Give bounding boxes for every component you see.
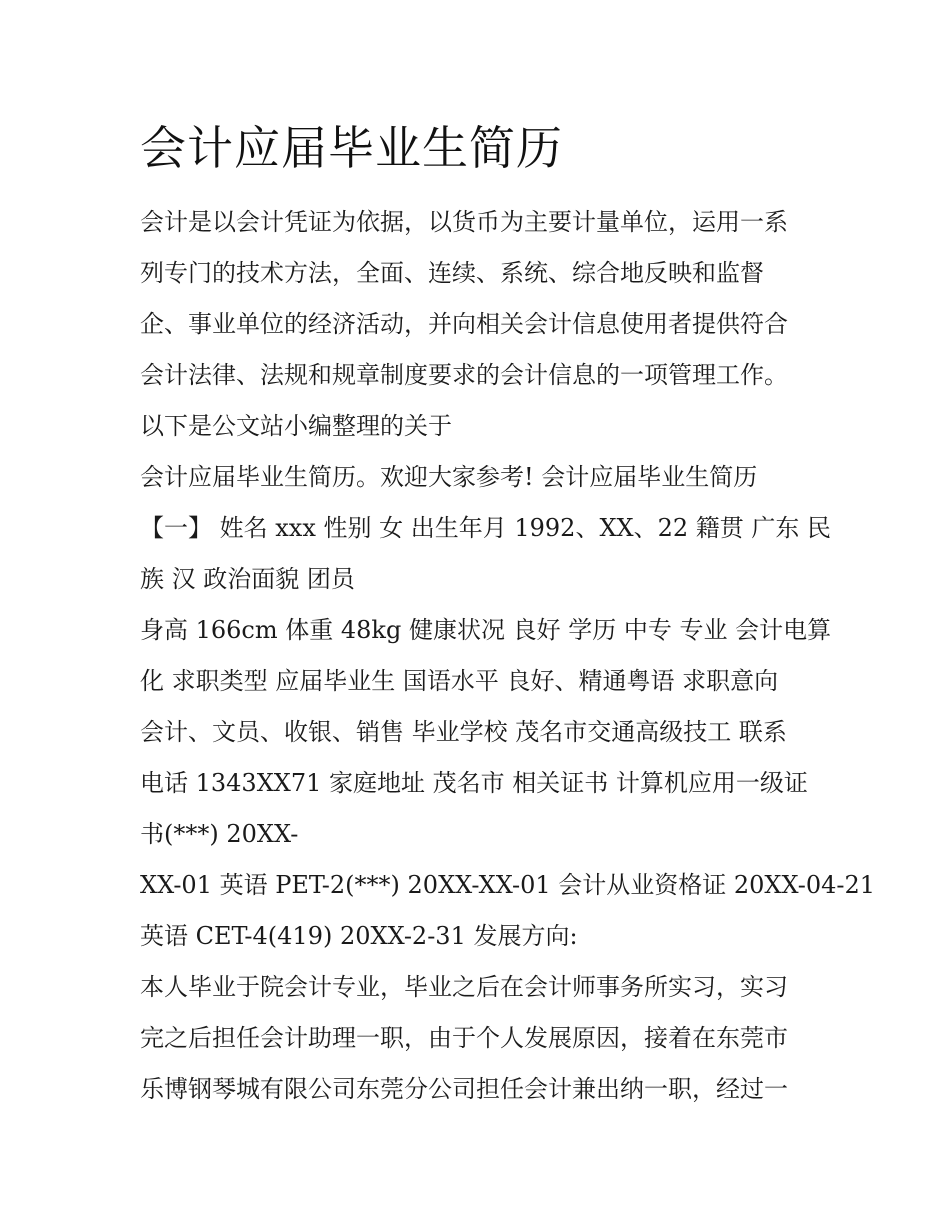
- body-line-14: XX-01 英语 PET-2(***) 20XX-XX-01 会计从业资格证 20XX-04-21: [140, 871, 876, 899]
- body-line-6: 会计应届毕业生简历。欢迎大家参考! 会计应届毕业生简历: [140, 463, 758, 491]
- body-line-5: 以下是公文站小编整理的关于: [140, 412, 452, 440]
- page-title: 会计应届毕业生简历: [140, 121, 563, 175]
- body-line-2: 列专门的技术方法，全面、连续、系统、综合地反映和监督: [140, 259, 764, 287]
- body-line-8: 族 汉 政治面貌 团员: [140, 565, 355, 593]
- body-line-15: 英语 CET-4(419) 20XX-2-31 发展方向:: [140, 922, 578, 950]
- body-line-16: 本人毕业于院会计专业，毕业之后在会计师事务所实习，实习: [140, 973, 788, 1001]
- body-line-1: 会计是以会计凭证为依据，以货币为主要计量单位，运用一系: [140, 208, 788, 236]
- body-line-12: 电话 1343XX71 家庭地址 茂名市 相关证书 计算机应用一级证: [140, 769, 808, 797]
- body-line-3: 企、事业单位的经济活动，并向相关会计信息使用者提供符合: [140, 310, 788, 338]
- body-line-13: 书(***) 20XX-: [140, 820, 299, 848]
- body-line-11: 会计、文员、收银、销售 毕业学校 茂名市交通高级技工 联系: [140, 718, 787, 746]
- body-line-9: 身高 166cm 体重 48kg 健康状况 良好 学历 中专 专业 会计电算: [140, 616, 832, 644]
- body-line-4: 会计法律、法规和规章制度要求的会计信息的一项管理工作。: [140, 361, 788, 389]
- body-line-18: 乐博钢琴城有限公司东莞分公司担任会计兼出纳一职，经过一: [140, 1075, 788, 1103]
- body-line-7: 【一】 姓名 xxx 性别 女 出生年月 1992、XX、22 籍贯 广东 民: [140, 514, 832, 542]
- body-line-10: 化 求职类型 应届毕业生 国语水平 良好、精通粤语 求职意向: [140, 667, 779, 695]
- body-line-17: 完之后担任会计助理一职，由于个人发展原因，接着在东莞市: [140, 1024, 788, 1052]
